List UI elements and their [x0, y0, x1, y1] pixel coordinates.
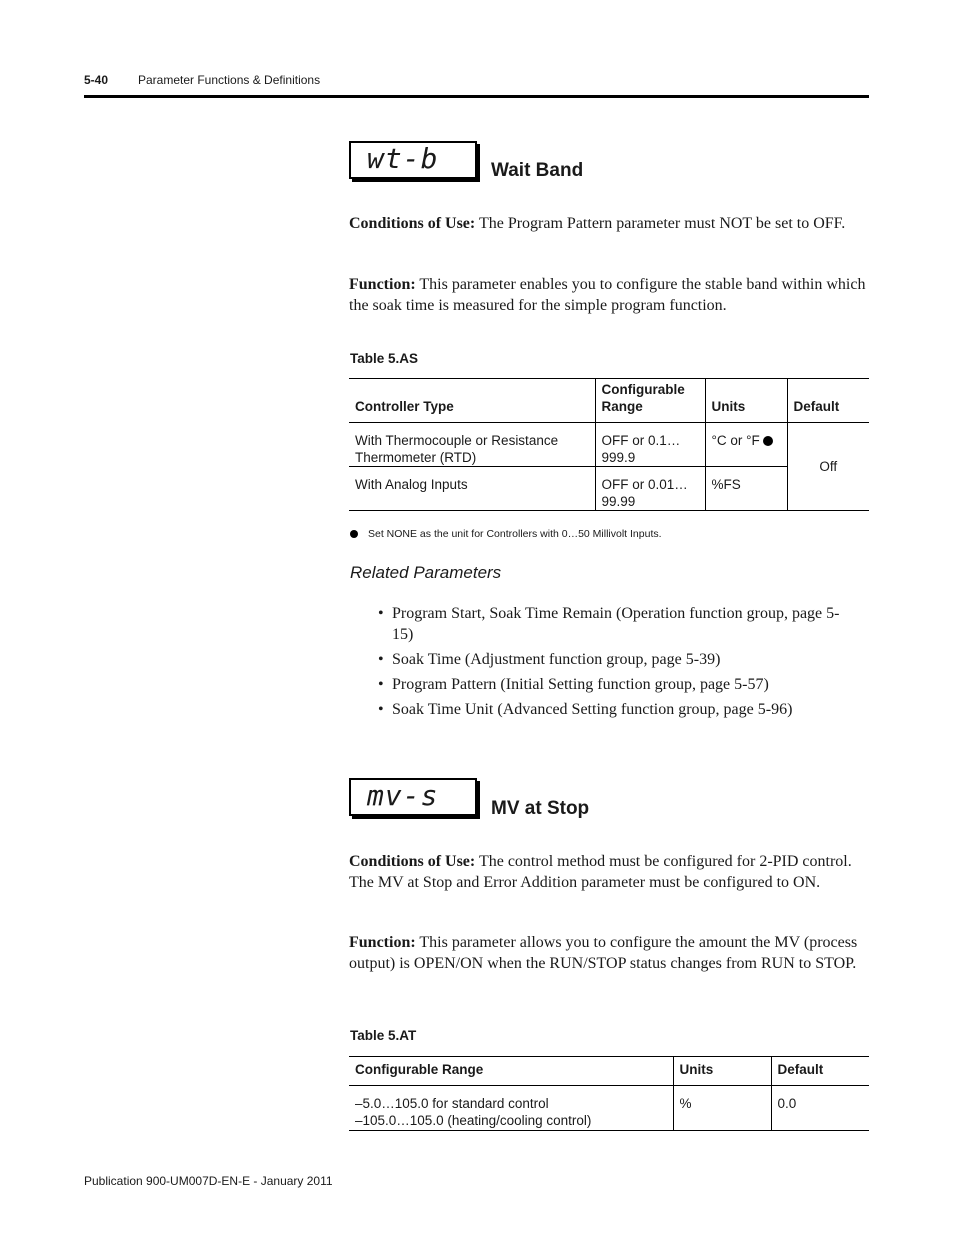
conditions-text: The Program Pattern parameter must NOT be set to OFF.	[475, 215, 846, 232]
range-line: –105.0…105.0 (heating/cooling control)	[355, 1113, 592, 1128]
header-configurable-range: Configurable Range	[595, 379, 705, 423]
page-number: 5-40	[84, 73, 109, 87]
cell-units: %	[673, 1086, 771, 1131]
conditions-label: Conditions of Use:	[349, 215, 476, 232]
lcd-code: mv-s	[367, 779, 439, 812]
cell-range	[349, 1086, 673, 1131]
cell-range: OFF or 0.1…999.9	[595, 423, 705, 467]
conditions-paragraph	[349, 852, 869, 893]
table-title: Table 5.AT	[350, 1028, 417, 1043]
cell-units	[705, 423, 787, 467]
table-title: Table 5.AS	[350, 351, 419, 366]
table-row	[349, 423, 869, 467]
cell-units-text: °C or °F	[711, 433, 760, 448]
header-default: Default	[787, 379, 869, 423]
footnote-text: Set NONE as the unit for Controllers with 0…50 Millivolt Inputs.	[368, 528, 662, 540]
section-heading-wait-band: Wait Band	[491, 160, 584, 181]
cell-controller-type: With Analog Inputs	[355, 477, 468, 492]
function-paragraph	[349, 933, 869, 974]
lcd-display-mv-s	[349, 778, 477, 816]
footnote-marker-icon	[763, 436, 773, 446]
range-line: –5.0…105.0 for standard control	[355, 1096, 549, 1111]
header-controller-type: Controller Type	[355, 399, 454, 414]
function-label: Function:	[349, 934, 416, 951]
function-text: This parameter enables you to configure the stable band within which the soak time is measured for the simple program function.	[349, 276, 866, 314]
list-item: • Program Pattern (Initial Setting function group, page 5-57)	[376, 675, 856, 696]
header-configurable-range: Configurable Range	[355, 1062, 484, 1077]
header-units: Units	[705, 379, 787, 423]
cell-default: Off	[787, 423, 869, 511]
table-header-row	[349, 1057, 869, 1086]
related-parameters-list	[376, 604, 856, 725]
conditions-label: Conditions of Use:	[349, 853, 476, 870]
cell-units: %FS	[705, 467, 787, 511]
cell-range: OFF or 0.01…99.99	[595, 467, 705, 511]
table-footnote	[350, 528, 662, 540]
cell-controller-type: With Thermocouple or Resistance Thermometer (RTD)	[355, 433, 559, 465]
header-rule	[84, 95, 869, 98]
running-header-title: Parameter Functions & Definitions	[138, 73, 321, 87]
table-row	[349, 1086, 869, 1131]
cell-default: 0.0	[771, 1086, 869, 1131]
function-text: This parameter allows you to configure the amount the MV (process output) is OPEN/ON when the RUN/STOP status changes from RUN to STOP.	[349, 934, 858, 972]
list-item: • Soak Time (Adjustment function group, page 5-39)	[376, 650, 856, 671]
lcd-code: wt-b	[367, 142, 439, 175]
table-header-row	[349, 379, 869, 423]
function-paragraph	[349, 275, 869, 316]
mv-at-stop-table	[349, 1056, 869, 1131]
header-default: Default	[771, 1057, 869, 1086]
section-heading-mv-at-stop: MV at Stop	[491, 798, 590, 819]
lcd-display-wt-b	[349, 141, 477, 179]
publication-footer: Publication 900-UM007D-EN-E - January 2011	[84, 1174, 333, 1188]
list-item: • Soak Time Unit (Advanced Setting function group, page 5-96)	[376, 700, 856, 721]
function-label: Function:	[349, 276, 416, 293]
wait-band-table	[349, 378, 869, 511]
conditions-paragraph	[349, 214, 869, 235]
conditions-text: The control method must be configured for 2-PID control. The MV at Stop and Error Addition parameter must be configured to ON.	[349, 853, 852, 891]
header-units: Units	[673, 1057, 771, 1086]
list-item: • Program Start, Soak Time Remain (Operation function group, page 5-15)	[376, 604, 856, 645]
footnote-marker-icon	[350, 530, 358, 538]
related-parameters-heading: Related Parameters	[350, 563, 502, 582]
